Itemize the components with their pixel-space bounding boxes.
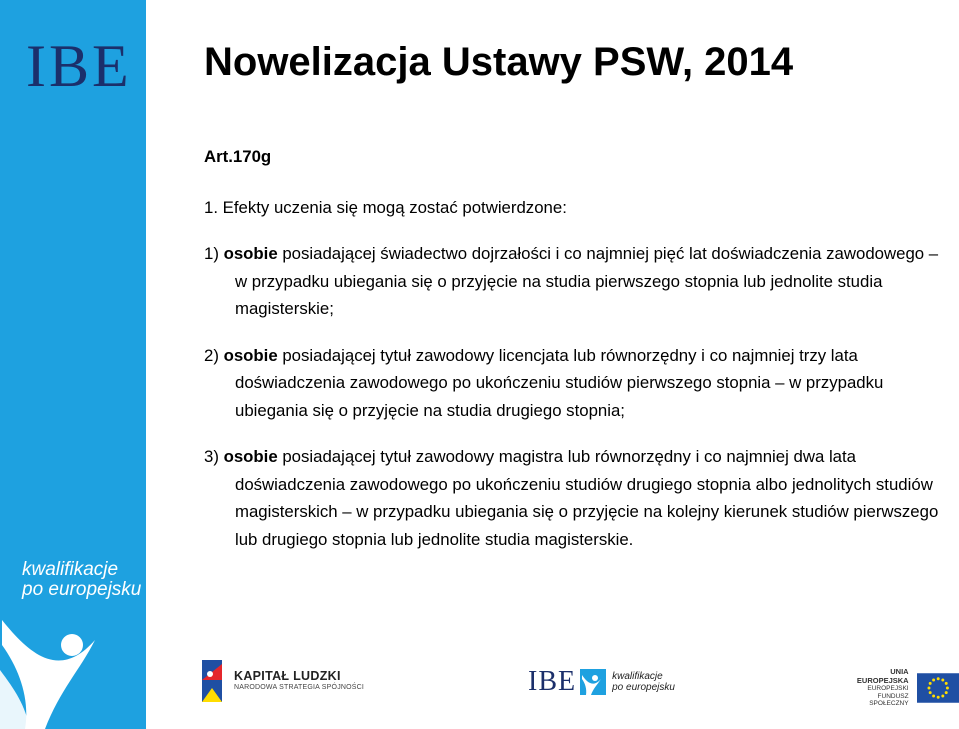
page-title: Nowelizacja Ustawy PSW, 2014 (204, 40, 794, 84)
kapital-ludzki-icon (198, 658, 226, 704)
item-lead: osobie (223, 345, 278, 365)
ibe-logo: IBE (26, 33, 132, 99)
ibe-footer-tagline-2: po europejsku (612, 682, 675, 693)
eu-line-2: EUROPEJSKI (867, 685, 909, 693)
tagline-line-1: kwalifikacje (22, 559, 119, 580)
item-number: 2) (204, 345, 219, 365)
list-item (204, 240, 944, 323)
eu-line-3: FUNDUSZ SPOŁECZNY (869, 692, 909, 708)
footer-logos (146, 646, 959, 729)
ibe-figure-icon (580, 669, 606, 695)
item-number: 3) (204, 447, 219, 466)
intro-text: 1. Efekty uczenia się mogą zostać potwierdzone: (204, 197, 567, 217)
content (204, 143, 944, 553)
tagline-line-2: po europejsku (22, 579, 142, 600)
list-item (204, 443, 944, 553)
kl-title: KAPITAŁ LUDZKI (234, 669, 341, 684)
ibe-footer-tagline-1: kwalifikacje (612, 671, 663, 682)
item-lead: osobie (223, 447, 278, 466)
ibe-footer-logo (528, 666, 675, 698)
eu-flag-icon (917, 672, 959, 704)
eu-logo (842, 668, 959, 708)
sidebar-tagline (22, 560, 141, 600)
item-text: posiadającej tytuł zawodowy licencjata lub równorzędny i co najmniej trzy lata doświadczenia zawodowego po ukończeniu studiów pierwszego stopnia – w przypadku ubiegania się o przyjęcie na studia drugiego stopnia; (235, 345, 884, 420)
item-text: posiadającej świadectwo dojrzałości i co najmniej pięć lat doświadczenia zawodowego – w przypadku ubiegania się o przyjęcie na studia pierwszego stopnia lub jednolite studia magisterskie; (235, 244, 939, 318)
eu-title: UNIA EUROPEJSKA (856, 667, 909, 685)
person-figure-icon (0, 600, 146, 729)
kl-subtitle: NARODOWA STRATEGIA SPÓJNOŚCI (234, 684, 365, 692)
ibe-footer-text: IBE (528, 666, 577, 697)
item-number: 1) (204, 244, 219, 263)
list-item (204, 342, 944, 425)
item-text: posiadającej tytuł zawodowy magistra lub równorzędny i co najmniej dwa lata doświadczenia zawodowego po ukończeniu studiów drugiego stopnia albo jednolitych studiów magisterskich – w przypadku ubiegania się o przyjęcie na kolejny kierunek studiów pierwszego lub drugiego stopnia lub jednolite studia magisterskie. (235, 447, 939, 549)
article-number: Art.170g (204, 147, 272, 166)
sidebar (0, 0, 146, 729)
item-lead: osobie (223, 244, 278, 263)
kapital-ludzki-logo (198, 658, 364, 704)
ibe-footer-tagline (612, 671, 675, 693)
